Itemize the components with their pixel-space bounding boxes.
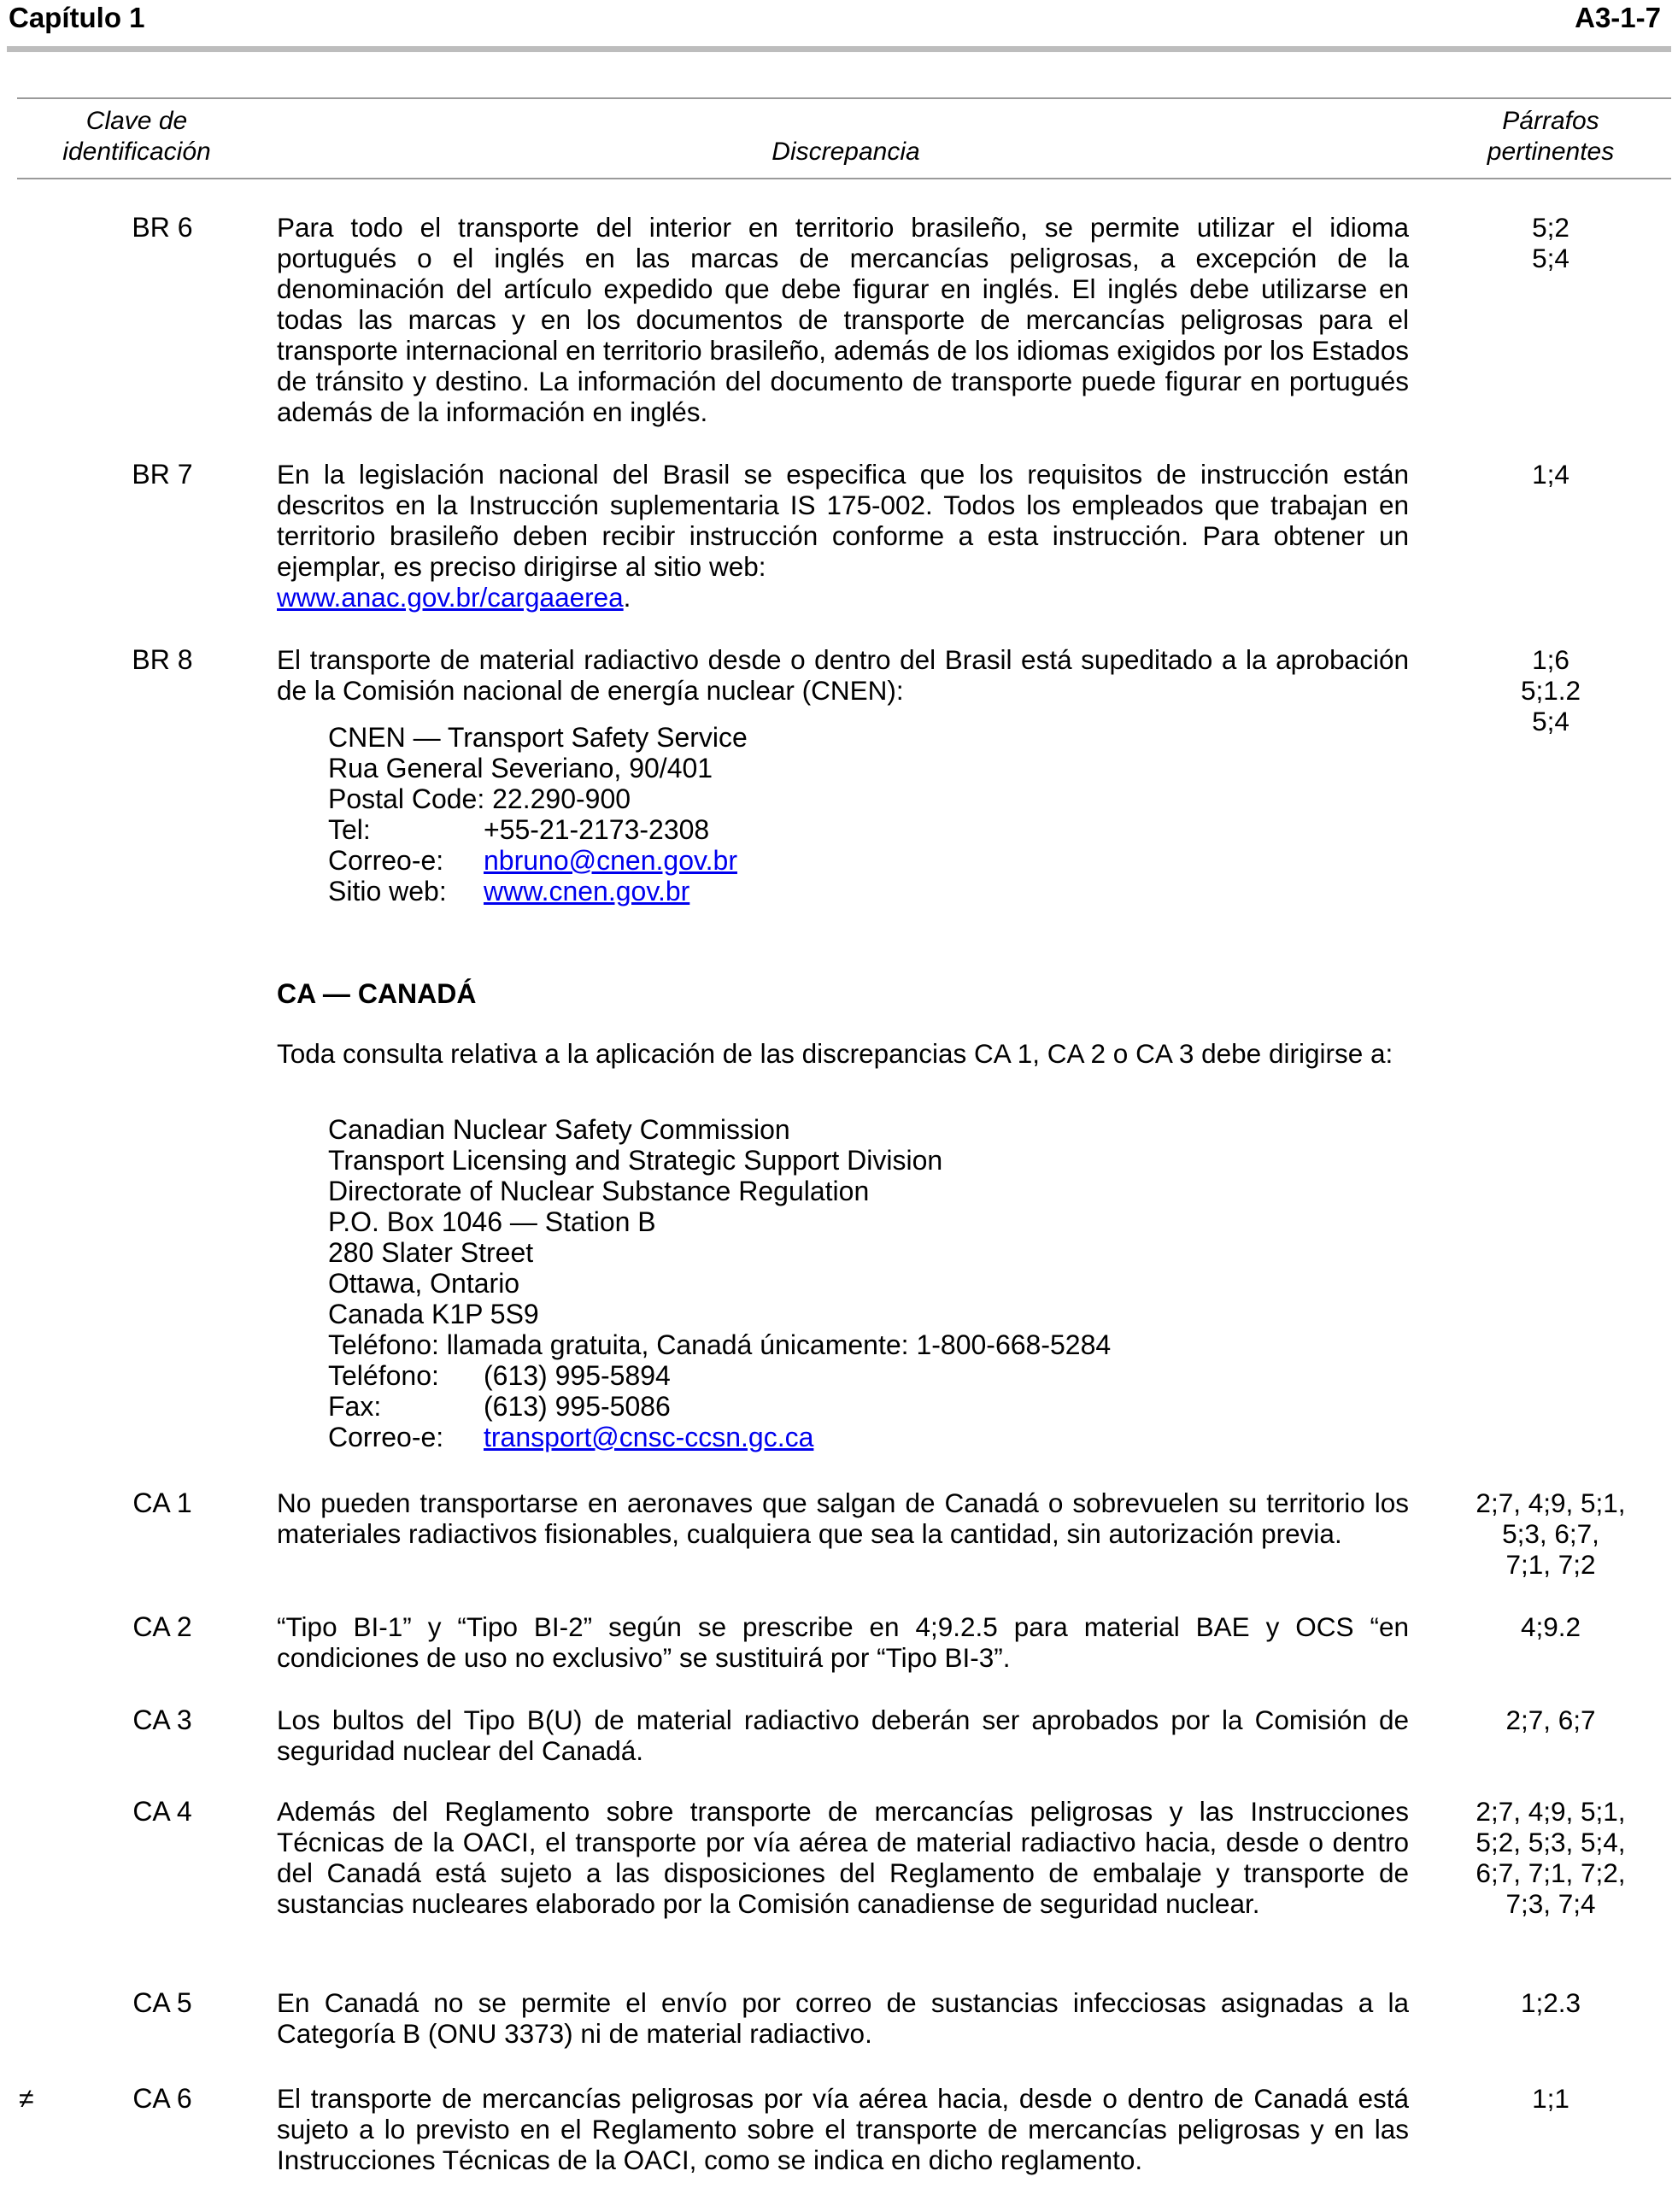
entry-key-br7: BR 7 bbox=[132, 459, 193, 490]
entry-refs-ca1 bbox=[1448, 1487, 1653, 1580]
entry-key-ca2: CA 2 bbox=[132, 1611, 192, 1642]
change-marker: ≠ bbox=[19, 2083, 34, 2114]
address-phone-line bbox=[328, 814, 748, 845]
entry-refs-br6 bbox=[1448, 212, 1653, 273]
column-header-refs-line1: Párrafos bbox=[1502, 107, 1599, 135]
entry-text-br7 bbox=[277, 459, 1409, 613]
ref-item: 2;7, 6;7 bbox=[1505, 1704, 1596, 1735]
address-line: Postal Code: 22.290-900 bbox=[328, 783, 631, 814]
email-label: Correo-e: bbox=[328, 1422, 444, 1452]
entry-refs-ca3 bbox=[1448, 1704, 1653, 1735]
ref-item: 2;7, 4;9, 5;1, bbox=[1476, 1796, 1626, 1827]
column-header-discrepancy: Discrepancia bbox=[772, 138, 920, 166]
fax-value: (613) 995-5086 bbox=[484, 1391, 671, 1422]
address-line: Canada K1P 5S9 bbox=[328, 1299, 539, 1329]
entry-text-br6: Para todo el transporte del interior en territorio brasileño, se permite utilizar el idioma portugués o el inglés en las marcas de mercancías peligrosas, a excepción de la denominación del artículo expedido que debe figurar en inglés. El inglés debe utilizarse en todas las marcas y en los documentos de transporte de mercancías peligrosas para el transporte internacional en territorio brasileño, además de los idiomas exigidos por los Estados de tránsito y destino. La información del documento de transporte puede figurar en portugués además de la información en inglés. bbox=[277, 212, 1409, 427]
address-line: Directorate of Nuclear Substance Regulation bbox=[328, 1176, 870, 1206]
entry-text-br8: El transporte de material radiactivo desde o dentro del Brasil está supeditado a la aprobación de la Comisión nacional de energía nuclear (CNEN): bbox=[277, 644, 1409, 706]
entry-key-ca1: CA 1 bbox=[132, 1487, 192, 1518]
entry-text-br7-body: En la legislación nacional del Brasil se especifica que los requisitos de instrucción están descritos en la Instrucción suplementaria IS 175-002. Todos los empleados que trabajan en territorio brasileño deben recibir instrucción conforme a esta instrucción. Para obtener un ejemplar, es preciso dirigirse al sitio web: bbox=[277, 459, 1409, 582]
ref-item: 1;6 bbox=[1532, 644, 1569, 675]
table-top-rule bbox=[17, 97, 1671, 99]
email-label: Correo-e: bbox=[328, 845, 444, 876]
ref-item: 5;2 bbox=[1532, 212, 1569, 243]
entry-key-ca4: CA 4 bbox=[132, 1796, 192, 1827]
entry-refs-ca4 bbox=[1448, 1796, 1653, 1919]
entry-refs-br7 bbox=[1448, 459, 1653, 490]
column-header-refs bbox=[1457, 106, 1645, 167]
ref-item: 5;1.2 bbox=[1520, 675, 1581, 706]
ref-item: 5;3, 6;7, bbox=[1502, 1518, 1599, 1549]
chapter-title: Capítulo 1 bbox=[9, 2, 145, 33]
ref-item: 4;9.2 bbox=[1520, 1611, 1581, 1642]
entry-key-ca3: CA 3 bbox=[132, 1704, 192, 1735]
entry-refs-br8 bbox=[1448, 644, 1653, 736]
entry-text-ca3: Los bultos del Tipo B(U) de material radiactivo deberán ser aprobados por la Comisión de seguridad nuclear del Canadá. bbox=[277, 1704, 1409, 1766]
ref-item: 7;3, 7;4 bbox=[1505, 1888, 1596, 1919]
address-email-line bbox=[328, 845, 748, 876]
cnen-website-link[interactable]: www.cnen.gov.br bbox=[484, 876, 690, 907]
address-web-line bbox=[328, 876, 748, 907]
canada-intro: Toda consulta relativa a la aplicación de las discrepancias CA 1, CA 2 o CA 3 debe dirigirse a: bbox=[277, 1038, 1393, 1069]
cnsc-email-link[interactable]: transport@cnsc-ccsn.gc.ca bbox=[484, 1422, 814, 1452]
ref-item: 1;1 bbox=[1532, 2083, 1569, 2114]
address-line: Ottawa, Ontario bbox=[328, 1268, 520, 1299]
entry-refs-ca5 bbox=[1448, 1987, 1653, 2018]
column-header-refs-line2: pertinentes bbox=[1487, 138, 1615, 166]
page-number: A3-1-7 bbox=[1575, 2, 1661, 33]
phone-label: Tel: bbox=[328, 814, 371, 845]
address-line: CNEN — Transport Safety Service bbox=[328, 722, 748, 753]
phone-value: +55-21-2173-2308 bbox=[484, 814, 710, 845]
address-line: 280 Slater Street bbox=[328, 1237, 534, 1268]
entry-key-ca6: CA 6 bbox=[132, 2083, 192, 2114]
phone-value: (613) 995-5894 bbox=[484, 1360, 671, 1391]
cnen-address-block bbox=[328, 722, 748, 907]
entry-text-ca2: “Tipo BI-1” y “Tipo BI-2” según se prescribe en 4;9.2.5 para material BAE y OCS “en condiciones de uso no exclusivo” se sustituirá por “Tipo BI-3”. bbox=[277, 1611, 1409, 1673]
entry-text-ca5: En Canadá no se permite el envío por correo de sustancias infecciosas asignadas a la Categoría B (ONU 3373) ni de material radiactivo. bbox=[277, 1987, 1409, 2049]
entry-refs-ca2 bbox=[1448, 1611, 1653, 1642]
entry-key-br6: BR 6 bbox=[132, 212, 193, 243]
anac-website-link[interactable]: www.anac.gov.br/cargaaerea bbox=[277, 582, 624, 613]
address-fax-line bbox=[328, 1391, 1111, 1422]
address-email-line bbox=[328, 1422, 1111, 1452]
header-divider bbox=[7, 46, 1671, 52]
section-title-canada: CA — CANADÁ bbox=[277, 978, 477, 1009]
column-header-key bbox=[43, 106, 231, 167]
web-label: Sitio web: bbox=[328, 876, 447, 907]
cnen-email-link[interactable]: nbruno@cnen.gov.br bbox=[484, 845, 737, 876]
address-line: Teléfono: llamada gratuita, Canadá únicamente: 1-800-668-5284 bbox=[328, 1329, 1112, 1360]
entry-text-ca4: Además del Reglamento sobre transporte de mercancías peligrosas y las Instrucciones Técnicas de la OACI, el transporte por vía aérea de material radiactivo hacia, desde o dentro del Canadá está sujeto a las disposiciones del Reglamento de embalaje y transporte de sustancias nucleares elaborado por la Comisión canadiense de seguridad nuclear. bbox=[277, 1796, 1409, 1919]
address-line: Canadian Nuclear Safety Commission bbox=[328, 1114, 790, 1145]
address-line: P.O. Box 1046 — Station B bbox=[328, 1206, 656, 1237]
ref-item: 5;4 bbox=[1532, 706, 1569, 736]
entry-refs-ca6 bbox=[1448, 2083, 1653, 2114]
ref-item: 2;7, 4;9, 5;1, bbox=[1476, 1487, 1626, 1518]
entry-key-ca5: CA 5 bbox=[132, 1987, 192, 2018]
address-phone-line bbox=[328, 1360, 1111, 1391]
ref-item: 1;2.3 bbox=[1520, 1987, 1581, 2018]
table-header-rule bbox=[17, 178, 1671, 179]
link-period: . bbox=[623, 582, 631, 613]
column-header-key-line2: identificación bbox=[62, 138, 211, 166]
ref-item: 5;2, 5;3, 5;4, bbox=[1476, 1827, 1626, 1857]
cnsc-address-block bbox=[328, 1114, 1111, 1452]
phone-label: Teléfono: bbox=[328, 1360, 439, 1391]
column-header-key-line1: Clave de bbox=[85, 107, 188, 135]
entry-text-ca1: No pueden transportarse en aeronaves que salgan de Canadá o sobrevuelen su territorio los materiales radiactivos fisionables, cualquiera que sea la cantidad, sin autorización previa. bbox=[277, 1487, 1409, 1549]
ref-item: 1;4 bbox=[1532, 459, 1569, 490]
entry-key-br8: BR 8 bbox=[132, 644, 193, 675]
address-line: Transport Licensing and Strategic Support Division bbox=[328, 1145, 943, 1176]
fax-label: Fax: bbox=[328, 1391, 382, 1422]
ref-item: 6;7, 7;1, 7;2, bbox=[1476, 1857, 1626, 1888]
ref-item: 7;1, 7;2 bbox=[1505, 1549, 1596, 1580]
address-line: Rua General Severiano, 90/401 bbox=[328, 753, 713, 783]
ref-item: 5;4 bbox=[1532, 243, 1569, 273]
entry-text-ca6: El transporte de mercancías peligrosas por vía aérea hacia, desde o dentro de Canadá está sujeto a lo previsto en el Reglamento sobre el transporte de mercancías peligrosas y en las Instrucciones Técnicas de la OACI, como se indica en dicho reglamento. bbox=[277, 2083, 1409, 2175]
